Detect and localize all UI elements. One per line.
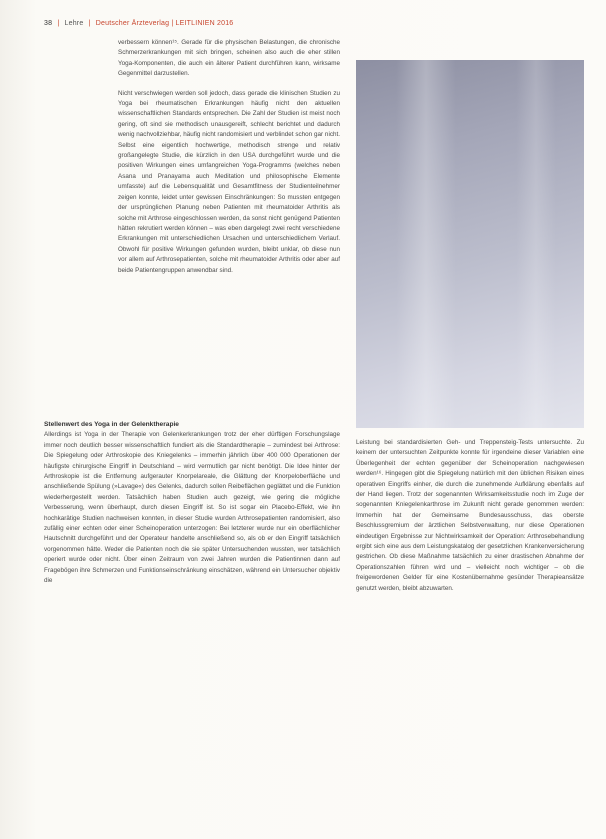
right-column-paragraph: Leistung bei standardisierten Geh- und Treppensteig-Tests untersuchte. Zu keinem der untersuchten Zeitpunkte konnte für irgendeine dieser Variablen eine Überlegenheit der echten gegenüber der Scheinoperation nachgewiesen werden¹⁶. Hingegen gibt die Spiegelung natürlich mit den üblichen Risiken eines operativen Eingriffs einher, die durch die zunehmende Aufklärung ebenfalls auf der Hand liegen. Trotz der sogenannten Wirksamkeitsstudie noch im Zuge der sogenannten Kniegelenkarthrose im Zukunft nicht gerade genommen werden: Immerhin hat der Gemeinsame Bundesausschuss, das oberste Beschlussgremium der ärztlichen Selbstverwaltung, nur diese Operationen eindeutigen Ergebnisse zur Nichtwirksamkeit der Operation: Arthrosebehandlung ergibt sich eine aus dem Leistungskatalog der gesetzlichen Krankenversicherung gestrichen. Ob diese Maßnahme tatsächlich zu einer drastischen Abnahme der Operationszahlen führen wird und – vielleicht noch wichtiger – ob die freigewordenen Gelder für eine Kostenübernahme gesünder Therapieansätze genutzt werden, bleibt abzuwarten.	[356, 439, 584, 592]
header-separator-2: |	[88, 20, 91, 27]
studies-paragraph: Nicht verschwiegen werden soll jedoch, dass gerade die klinischen Studien zu Yoga bei rheumatischen Erkrankungen häufig nicht den aktuellen wissenschaftlichen Standards entsprechen. Die Zahl der Studien ist meist noch gering, oft sind sie methodisch unausgereift, schlecht berichtet und dadurch wenig nachvollziehbar, häufig nicht randomisiert und verblindet schon gar nicht. Selbst eine eigentlich hochwertige, methodisch strenge und relativ großangelegte Studie, die kürzlich in den USA durchgeführt wurde und die positiven Wirkungen eines umfangreichen Yoga-Programms (welches neben Asana und Pranayama auch Meditation und philosophische Elemente umfasste) auf die Lebensqualität und Gesamtfitness der Studienteilnehmer zeigen konnte, leidet unter gewissen Einschränkungen: So mussten entgegen der ursprünglichen Planung neben Patienten mit rheumatoider Arthritis als solche mit Arthrose eingeschlossen werden, da sonst nicht genügend Patienten hätten rekrutiert werden können – was eben dargelegt zwei recht verschiedene Erkrankungen mit unterschiedlichen Ursachen und unterschiedlichem Verlauf. Obwohl für positive Wirkungen gefunden wurden, bleibt unklar, ob diese nun vor allem auf Arthrosepatienten, solche mit rheumatoider Arthritis oder aber auf beide Patientengruppen anwendbar sind.	[118, 89, 340, 274]
page-number: 38	[44, 20, 53, 27]
section-name: Lehre	[64, 20, 84, 27]
upper-left-column	[118, 38, 340, 276]
publication-name: Deutscher Ärzteverlag | LEITLINIEN 2016	[95, 20, 234, 27]
gelenktherapie-paragraph: Allerdings ist Yoga in der Therapie von Gelenkerkrankungen trotz der eher dürftigen Forschungslage immer noch deutlich besser wissenschaftlich fundiert als die Standardtherapie – zumindest bei Arthrose: Die Spiegelung oder Arthroskopie des Kniegelenks – immerhin jährlich über 400 000 Operationen der häufigste chirurgische Eingriff in Deutschland – wird vermutlich gar nicht benötigt. Die Idee hinter der Arthroskopie ist die Entfernung aufgerauter Knorpelareale, die Glättung der Knorpeloberfläche und anschließende Spülung (»Lavage«) des Gelenks, dadurch sollen Reibeflächen geglättet und die Funktion wiederhergestellt werden. Tatsächlich haben Studien auch gezeigt, wie gering die mögliche Verbesserung, wenn überhaupt, durch diesen Eingriff ist. So ist sogar ein Placebo-Effekt, wie ihn hochkarätige Studien nachweisen konnten, in dieser Studie wurden Arthrosepatienten randomisiert, also zufällig einer echten oder einer Scheinoperation unterzogen: Bei letzterer wurde nur ein oberflächlicher Hautschnitt durchgeführt und der Operateur handelte anschließend so, als ob er den Eingriff tatsächlich vorgenommen hätte. Weder die Patienten noch die sie später Untersuchenden wussten, wer tatsächlich operiert wurde oder nicht. Über einen Zeitraum von zwei Jahren wurden die Patientinnen dann auf Fragebögen ihre Schmerzen und Funktionseinschränkung einschätzen, während ein Untersucher objektiv die	[44, 431, 340, 585]
section-heading: Stellenwert des Yoga in der Gelenktherapie	[44, 421, 179, 428]
header-separator: |	[57, 20, 60, 27]
photo-light-streak	[396, 60, 456, 428]
right-column	[356, 438, 584, 594]
running-header	[44, 20, 233, 27]
photo-light-streak-2	[516, 60, 556, 428]
yoga-photo	[356, 60, 584, 428]
lower-left-column	[44, 420, 340, 587]
intro-paragraph: verbessern können¹⁵. Gerade für die physischen Belastungen, die chronische Schmerzerkrankungen mit sich bringen, scheinen also auch die eher stillen Yoga-Komponenten, die auch ein älterer Patient durchführen kann, wirksame Gegenmittel darzustellen.	[118, 39, 340, 78]
